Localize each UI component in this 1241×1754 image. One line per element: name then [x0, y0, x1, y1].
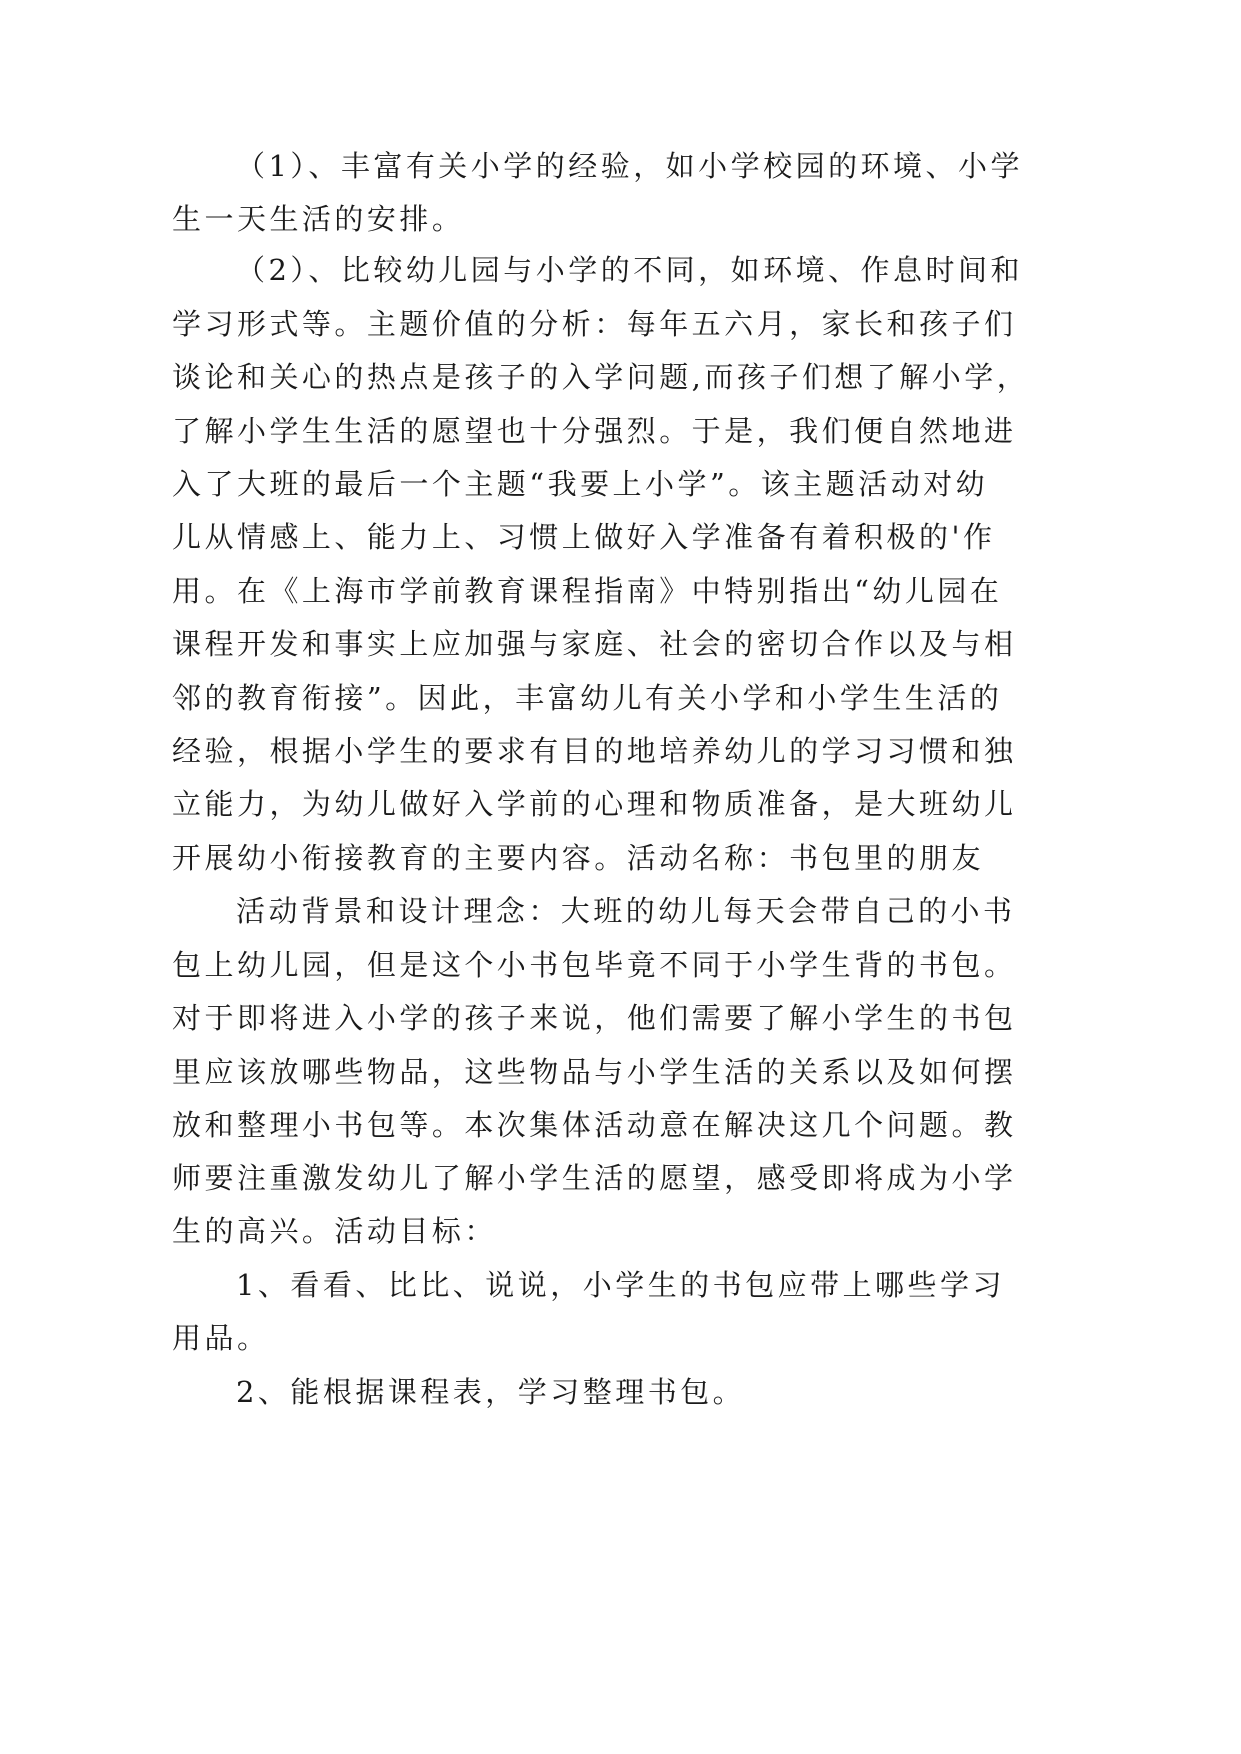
- text-line-15: 活动背景和设计理念：大班的幼儿每天会带自己的小书: [236, 894, 1016, 928]
- text-line-8: 儿从情感上、能力上、习惯上做好入学准备有着积极的'作: [172, 520, 996, 554]
- text-line-23: 用品。: [172, 1321, 270, 1355]
- text-line-2: 生一天生活的安排。: [172, 202, 465, 236]
- text-line-6: 了解小学生生活的愿望也十分强烈。于是，我们便自然地进: [172, 414, 1017, 448]
- text-line-13: 立能力，为幼儿做好入学前的心理和物质准备，是大班幼儿: [172, 787, 1017, 821]
- text-line-16: 包上幼儿园，但是这个小书包毕竟不同于小学生背的书包。: [172, 948, 1017, 982]
- text-line-12: 经验，根据小学生的要求有目的地培养幼儿的学习习惯和独: [172, 734, 1017, 768]
- text-line-14: 开展幼小衔接教育的主要内容。活动名称：书包里的朋友: [172, 841, 985, 875]
- text-line-7: 入了大班的最后一个主题“我要上小学”。该主题活动对幼: [172, 467, 989, 501]
- text-line-9: 用。在《上海市学前教育课程指南》中特别指出“幼儿园在: [172, 574, 1003, 608]
- text-line-1: （1）、丰富有关小学的经验，如小学校园的环境、小学: [236, 149, 1023, 183]
- text-line-11: 邻的教育衔接”。因此，丰富幼儿有关小学和小学生生活的: [172, 681, 1003, 715]
- text-line-10: 课程开发和事实上应加强与家庭、社会的密切合作以及与相: [172, 627, 1017, 661]
- text-line-20: 师要注重激发幼儿了解小学生活的愿望，感受即将成为小学: [172, 1161, 1017, 1195]
- text-line-18: 里应该放哪些物品，这些物品与小学生活的关系以及如何摆: [172, 1055, 1017, 1089]
- text-line-4: 学习形式等。主题价值的分析：每年五六月，家长和孩子们: [172, 307, 1017, 341]
- text-line-5: 谈论和关心的热点是孩子的入学问题,而孩子们想了解小学，: [172, 360, 1030, 394]
- text-line-17: 对于即将进入小学的孩子来说，他们需要了解小学生的书包: [172, 1001, 1017, 1035]
- text-line-19: 放和整理小书包等。本次集体活动意在解决这几个问题。教: [172, 1108, 1017, 1142]
- text-line-24: 2、能根据课程表，学习整理书包。: [236, 1375, 746, 1409]
- text-line-22: 1、看看、比比、说说，小学生的书包应带上哪些学习: [236, 1268, 1005, 1302]
- text-line-3: （2）、比较幼儿园与小学的不同，如环境、作息时间和: [236, 253, 1023, 287]
- text-line-21: 生的高兴。活动目标：: [172, 1214, 497, 1248]
